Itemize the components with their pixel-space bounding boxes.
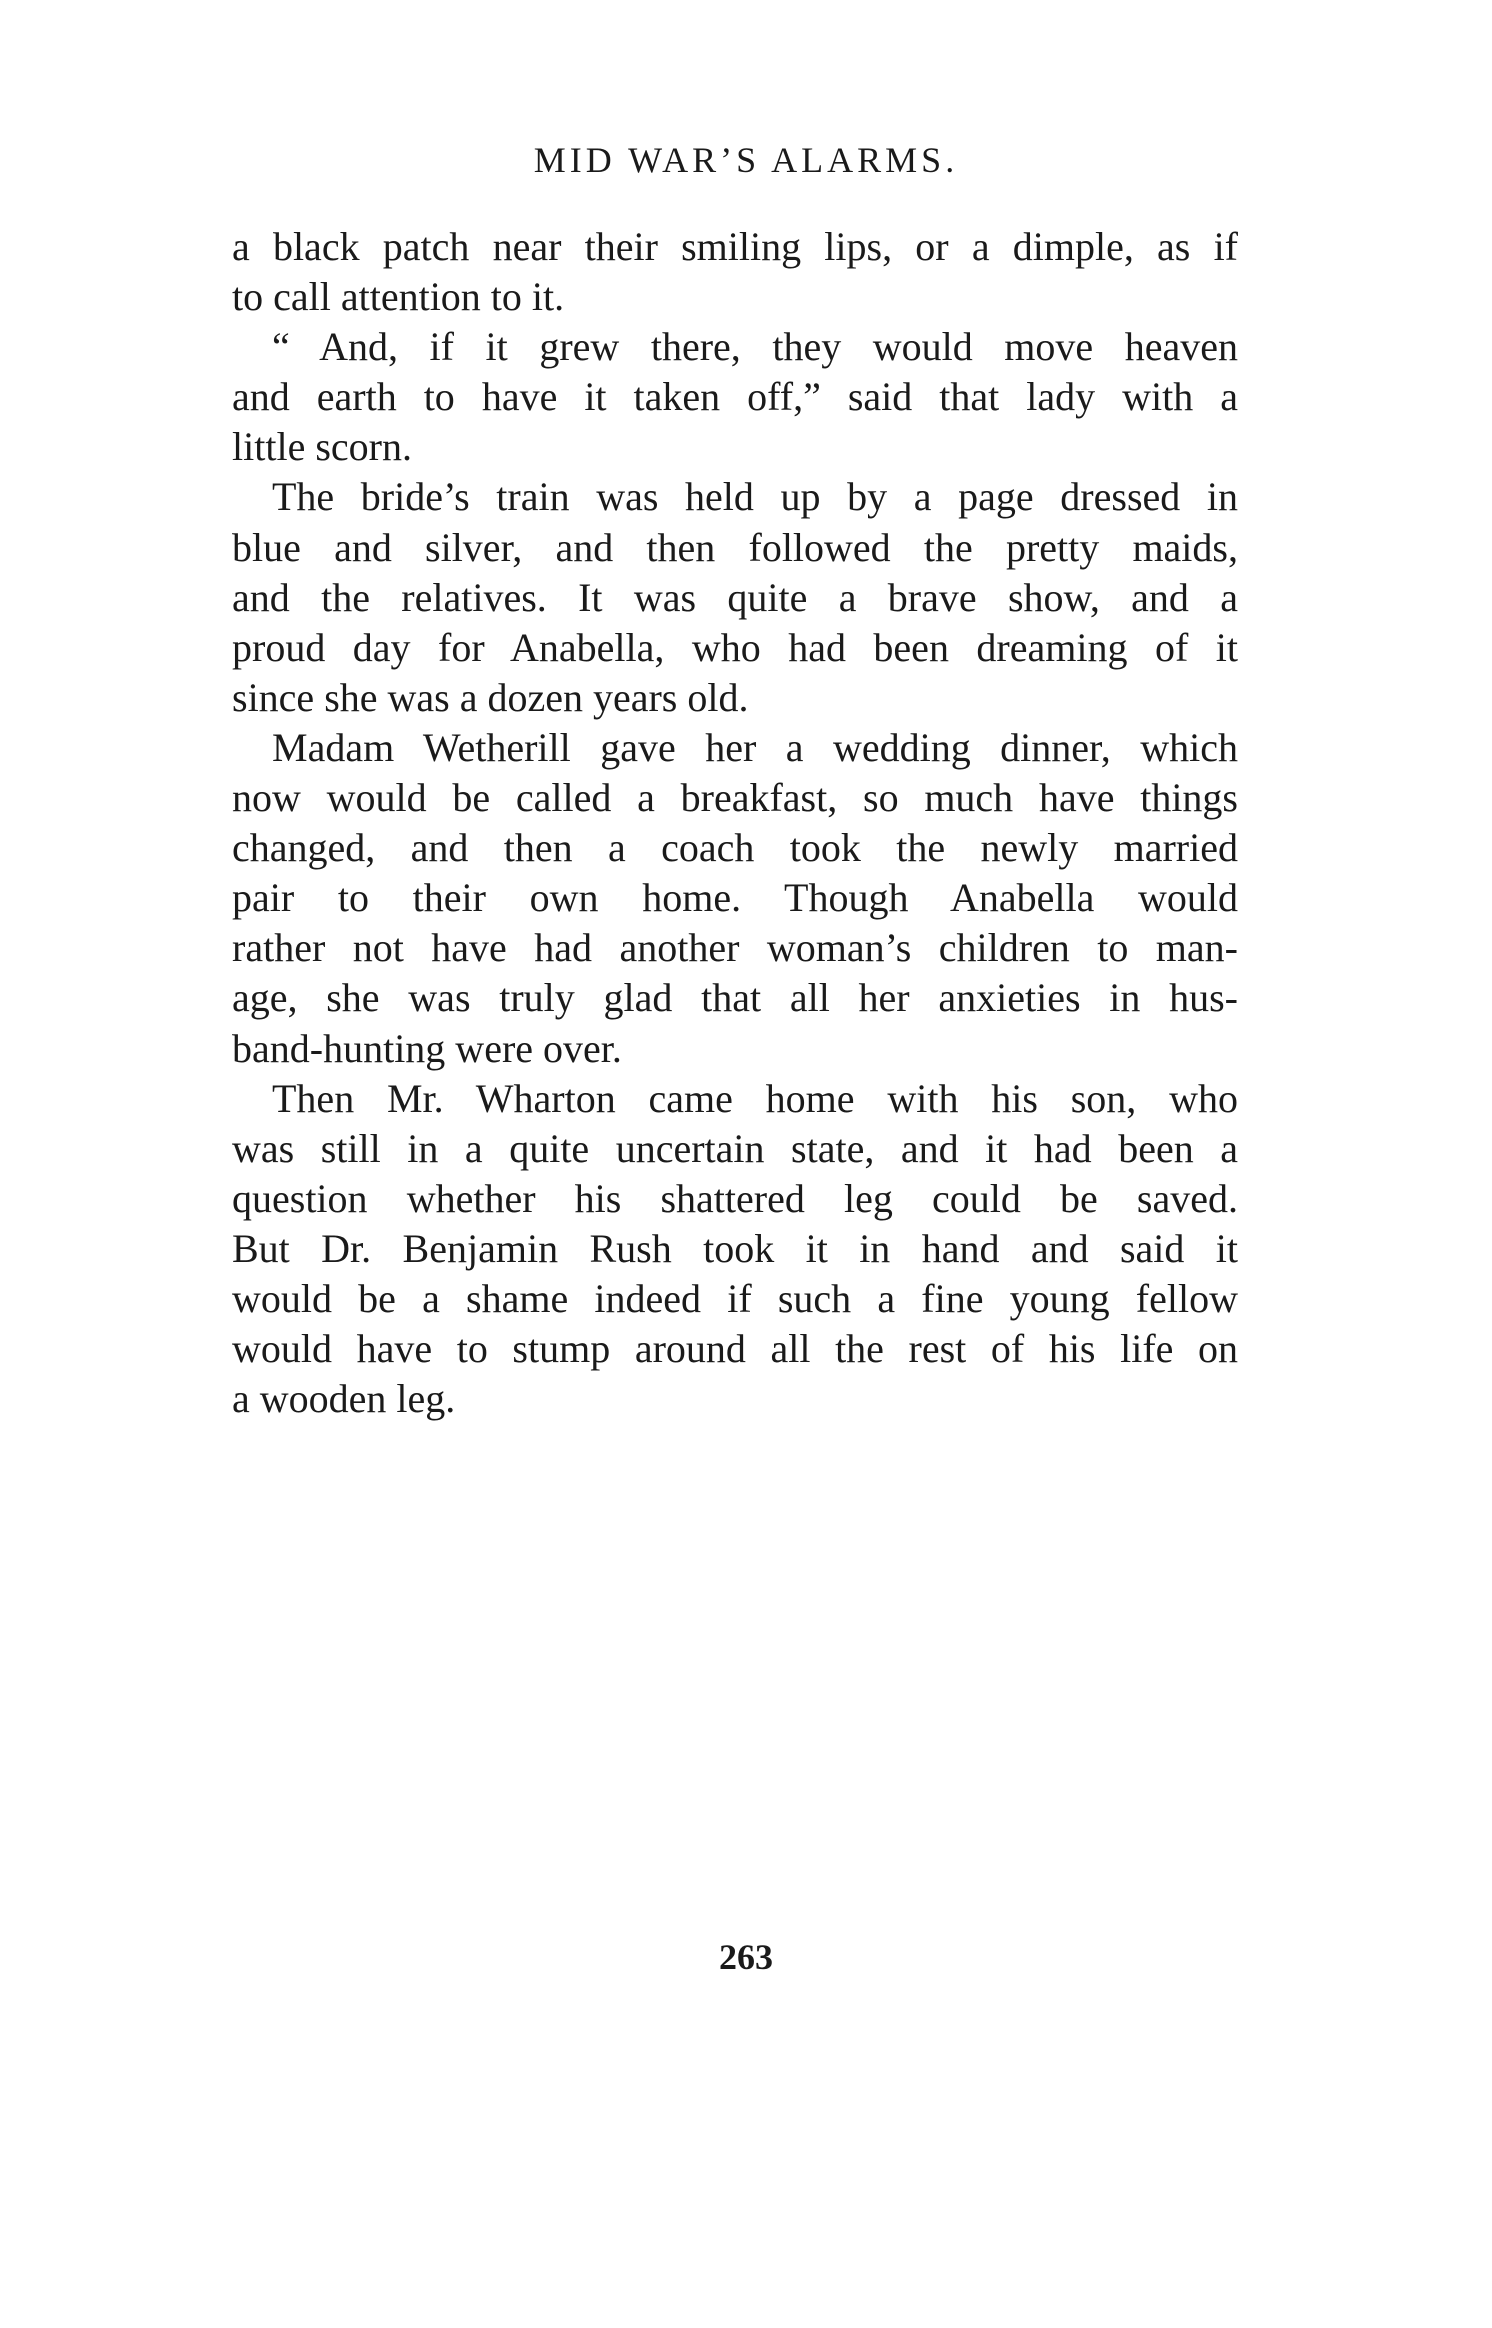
text-line: and the relatives. It was quite a brave show, and a: [232, 574, 1238, 620]
text-line: The bride’s train was held up by a page dressed in: [272, 474, 1238, 520]
text-line: rather not have had another woman’s children to man-: [232, 925, 1238, 971]
page-number: 263: [719, 1937, 773, 1977]
text-line: question whether his shattered leg could be saved.: [232, 1175, 1238, 1221]
text-line: and earth to have it taken off,” said that lady with a: [232, 374, 1238, 420]
text-line: “ And, if it grew there, they would move heaven: [272, 324, 1238, 370]
text-line: pair to their own home. Though Anabella would: [232, 875, 1238, 921]
body-text: [232, 222, 1238, 1424]
text-line: little scorn.: [232, 424, 412, 470]
text-line: was still in a quite uncertain state, and it had been a: [232, 1125, 1238, 1171]
text-line: changed, and then a coach took the newly married: [232, 825, 1238, 871]
text-line: a black patch near their smiling lips, or a dimple, as if: [232, 224, 1238, 269]
text-line: now would be called a breakfast, so much have things: [232, 775, 1238, 821]
text-line: would be a shame indeed if such a fine young fellow: [232, 1275, 1238, 1321]
text-line: would have to stump around all the rest of his life on: [232, 1326, 1238, 1372]
text-line: band-hunting were over.: [232, 1025, 622, 1071]
running-head: MID WAR’S ALARMS.: [533, 140, 959, 180]
text-line: Madam Wetherill gave her a wedding dinner, which: [272, 724, 1238, 770]
text-line: Then Mr. Wharton came home with his son, who: [272, 1075, 1238, 1121]
text-line: But Dr. Benjamin Rush took it in hand and said it: [232, 1225, 1238, 1271]
text-line: to call attention to it.: [232, 274, 565, 320]
text-line: proud day for Anabella, who had been dreaming of it: [232, 624, 1238, 670]
text-line: age, she was truly glad that all her anxieties in hus-: [232, 975, 1238, 1021]
text-line: since she was a dozen years old.: [232, 674, 749, 720]
text-line: blue and silver, and then followed the pretty maids,: [232, 524, 1238, 570]
text-line: a wooden leg.: [232, 1376, 456, 1422]
